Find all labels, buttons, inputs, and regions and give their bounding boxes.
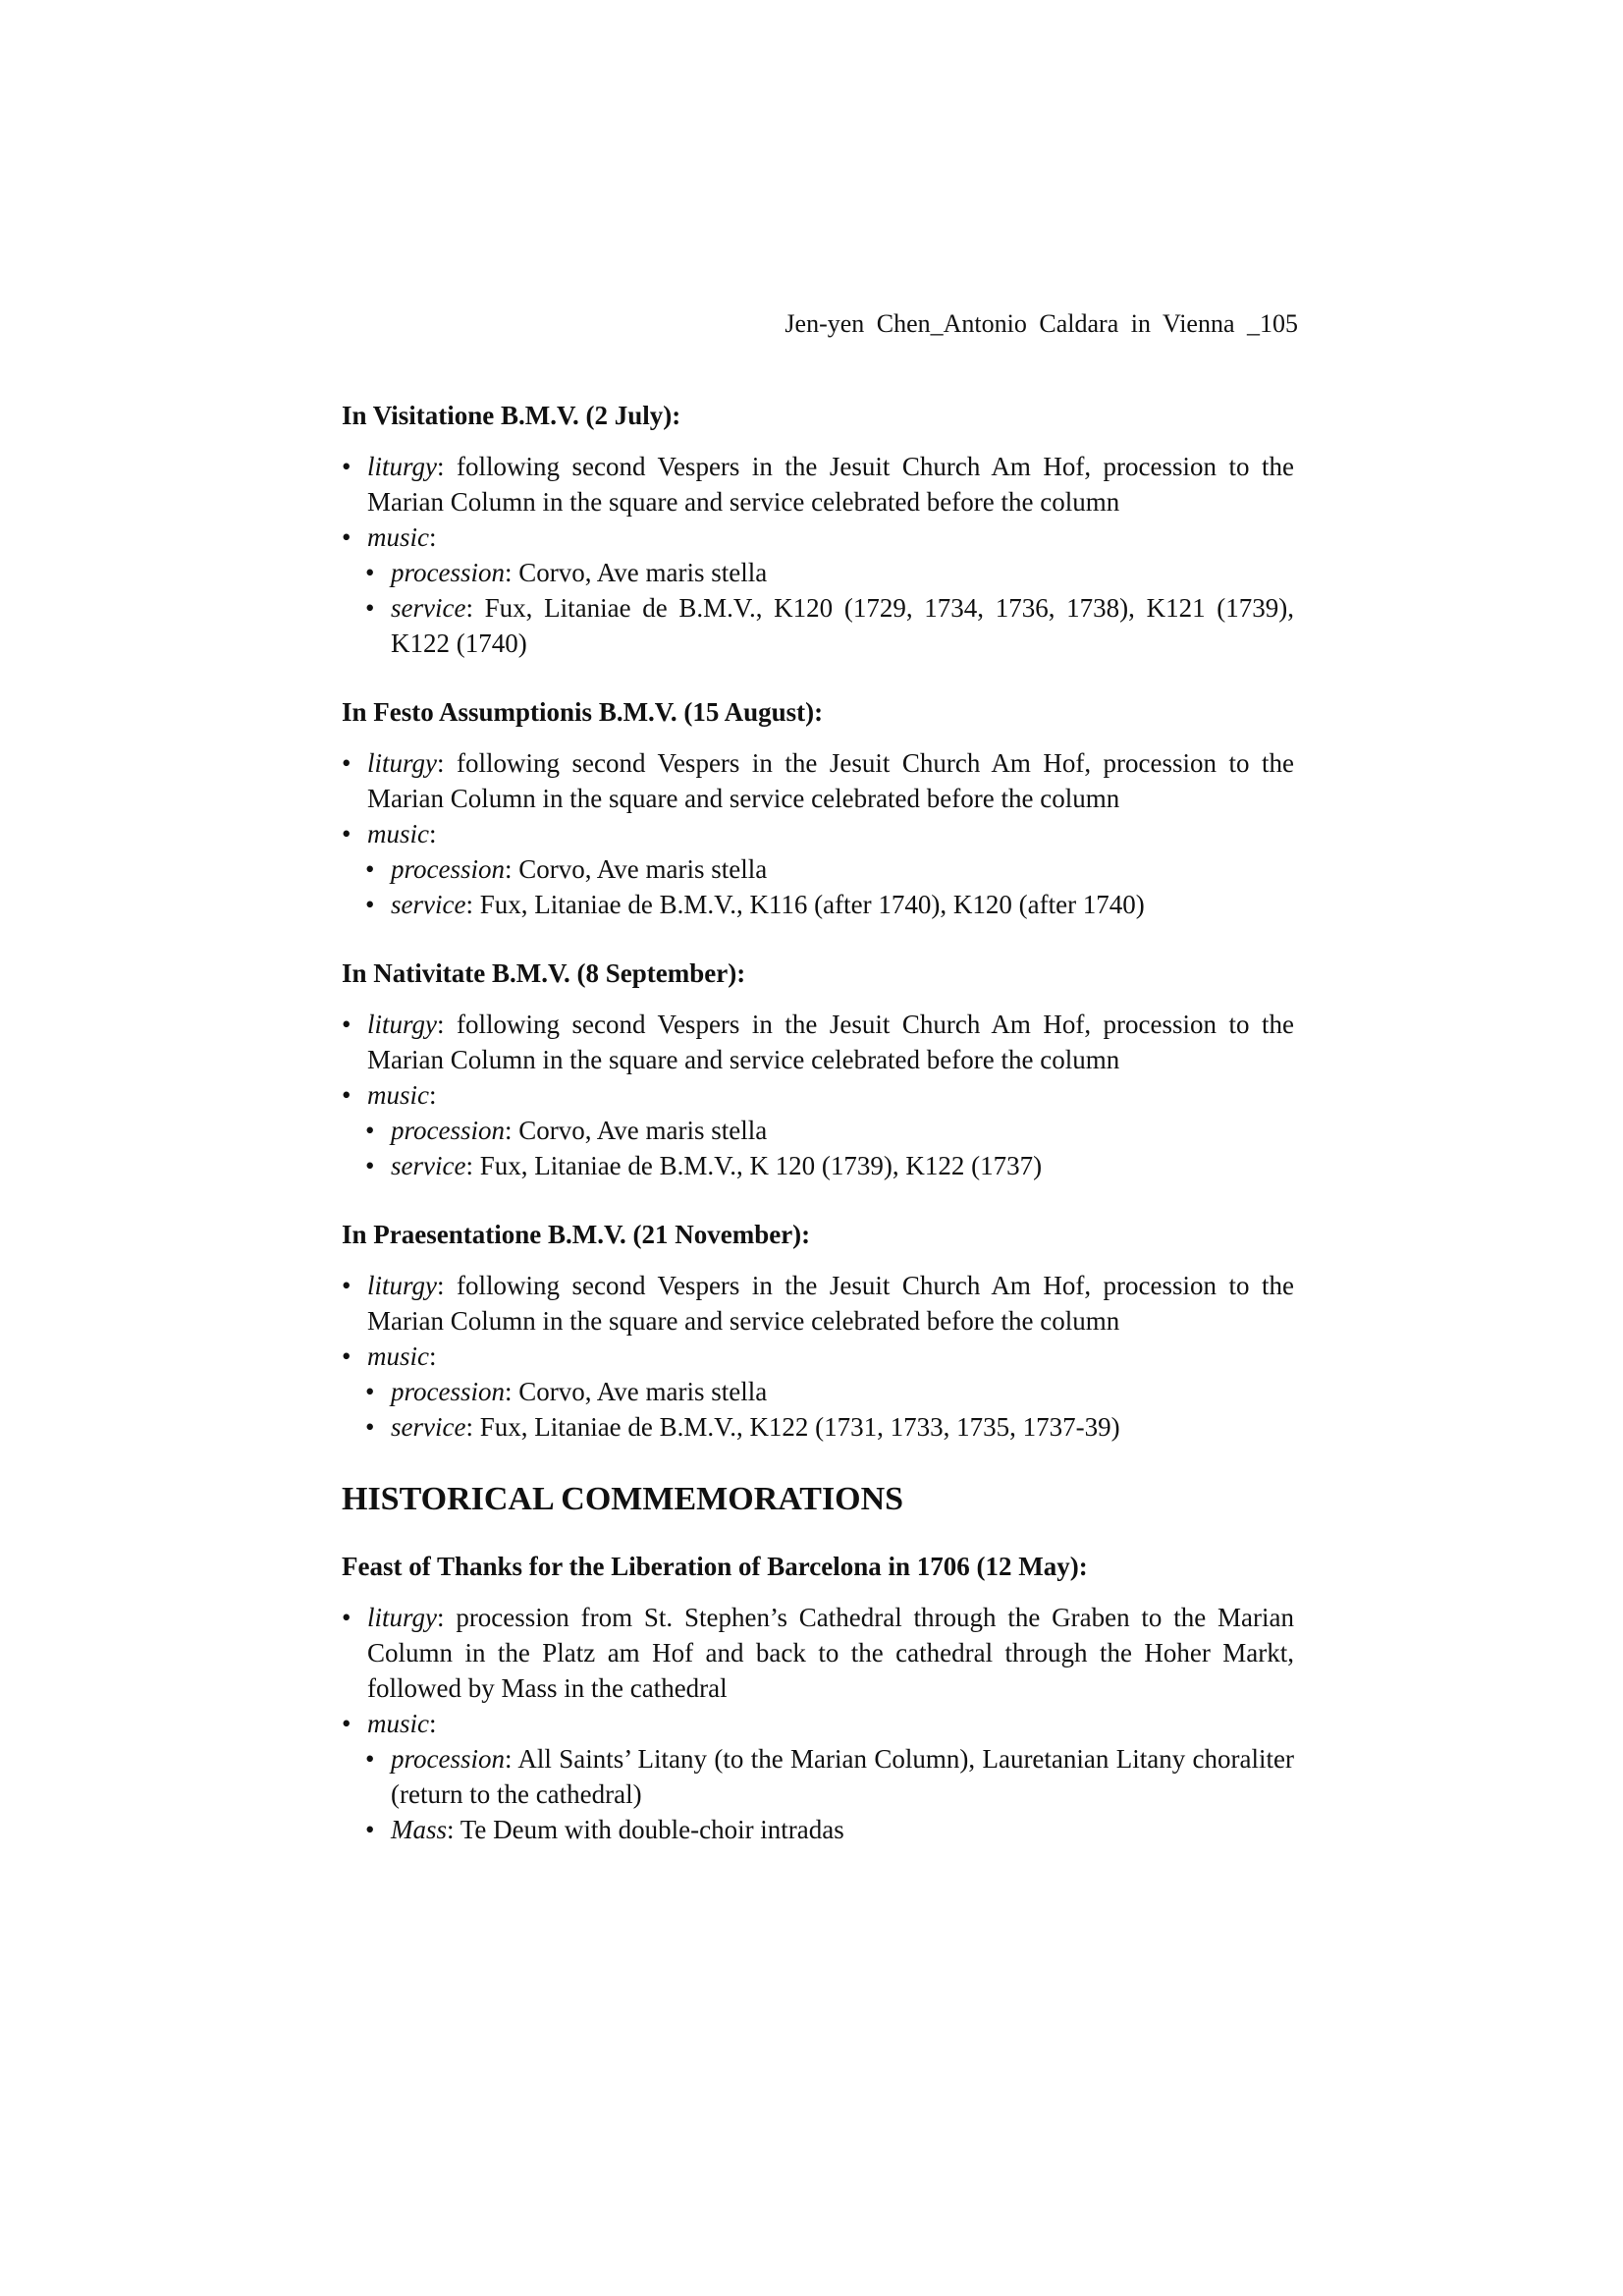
running-header: Jen-yen Chen_Antonio Caldara in Vienna _105	[784, 309, 1298, 338]
procession-label: procession	[391, 1377, 505, 1406]
feast-assumption	[342, 694, 1294, 922]
music-text: :	[429, 1709, 437, 1738]
feast-heading: In Festo Assumptionis B.M.V. (15 August):	[342, 697, 824, 727]
liturgy-text: : following second Vespers in the Jesuit Church Am Hof, procession to the Marian Column in the square and service celebrated before the column	[367, 748, 1294, 813]
feast-visitation	[342, 398, 1294, 661]
music-text: :	[429, 1341, 437, 1371]
service-label: service	[391, 890, 466, 919]
music-label: music	[367, 1341, 429, 1371]
bullet-icon: •	[365, 854, 375, 884]
bullet-icon: •	[365, 558, 375, 587]
bullet-icon: •	[342, 1010, 352, 1039]
music-item	[342, 1706, 1294, 1741]
bullet-icon: •	[365, 890, 375, 919]
feast-heading: In Praesentatione B.M.V. (21 November):	[342, 1220, 811, 1249]
procession-text: : All Saints’ Litany (to the Marian Column), Lauretanian Litany choraliter (return to the cathedral)	[391, 1744, 1294, 1809]
procession-label: procession	[391, 558, 505, 587]
bullet-icon: •	[342, 748, 352, 778]
procession-item	[342, 1374, 1294, 1409]
music-item	[342, 519, 1294, 555]
bullet-icon: •	[342, 1271, 352, 1300]
music-item	[342, 1339, 1294, 1374]
bullet-icon: •	[365, 1377, 375, 1406]
service-item	[342, 1148, 1294, 1183]
bullet-icon: •	[342, 522, 352, 552]
procession-text: : Corvo, Ave maris stella	[505, 558, 768, 587]
liturgy-label: liturgy	[367, 452, 437, 481]
music-text: :	[429, 819, 437, 848]
service-item	[342, 887, 1294, 922]
music-label: music	[367, 1080, 429, 1110]
liturgy-item	[342, 1268, 1294, 1339]
music-text: :	[429, 1080, 437, 1110]
service-text: : Fux, Litaniae de B.M.V., K116 (after 1740), K120 (after 1740)	[465, 890, 1145, 919]
bullet-icon: •	[365, 1151, 375, 1180]
liturgy-text: : procession from St. Stephen’s Cathedral through the Graben to the Marian Column in the Platz am Hof and back to the cathedral through the Hoher Markt, followed by Mass in the cathedral	[367, 1603, 1294, 1703]
liturgy-label: liturgy	[367, 748, 437, 778]
bullet-icon: •	[365, 1815, 375, 1844]
liturgy-item	[342, 449, 1294, 519]
service-label: service	[391, 1412, 466, 1442]
procession-item	[342, 851, 1294, 887]
service-text: : Fux, Litaniae de B.M.V., K122 (1731, 1733, 1735, 1737-39)	[465, 1412, 1120, 1442]
page-content	[342, 398, 1294, 1881]
liturgy-label: liturgy	[367, 1010, 437, 1039]
music-text: :	[429, 522, 437, 552]
feast-nativity	[342, 956, 1294, 1183]
feast-presentation	[342, 1217, 1294, 1445]
bullet-icon: •	[342, 819, 352, 848]
procession-item	[342, 1741, 1294, 1812]
service-label: service	[391, 1151, 466, 1180]
bullet-icon: •	[365, 593, 375, 623]
service-text: : Fux, Litaniae de B.M.V., K120 (1729, 1734, 1736, 1738), K121 (1739), K122 (1740)	[391, 593, 1294, 658]
service-text: : Fux, Litaniae de B.M.V., K 120 (1739), K122 (1737)	[465, 1151, 1043, 1180]
liturgy-text: : following second Vespers in the Jesuit Church Am Hof, procession to the Marian Column in the square and service celebrated before the column	[367, 1010, 1294, 1074]
music-label: music	[367, 1709, 429, 1738]
music-label: music	[367, 819, 429, 848]
procession-label: procession	[391, 1116, 505, 1145]
service-item	[342, 1409, 1294, 1445]
liturgy-item	[342, 745, 1294, 816]
procession-item	[342, 1113, 1294, 1148]
procession-item	[342, 555, 1294, 590]
procession-label: procession	[391, 1744, 505, 1774]
liturgy-text: : following second Vespers in the Jesuit Church Am Hof, procession to the Marian Column in the square and service celebrated before the column	[367, 452, 1294, 517]
service-label: service	[391, 593, 466, 623]
bullet-icon: •	[342, 1603, 352, 1632]
bullet-icon: •	[365, 1412, 375, 1442]
bullet-icon: •	[342, 1341, 352, 1371]
bullet-icon: •	[365, 1116, 375, 1145]
feast-barcelona	[342, 1549, 1294, 1847]
feast-heading: In Nativitate B.M.V. (8 September):	[342, 958, 746, 988]
bullet-icon: •	[342, 452, 352, 481]
procession-text: : Corvo, Ave maris stella	[505, 1377, 768, 1406]
bullet-icon: •	[342, 1709, 352, 1738]
music-item	[342, 816, 1294, 851]
feast-heading: Feast of Thanks for the Liberation of Barcelona in 1706 (12 May):	[342, 1552, 1088, 1581]
section-title: HISTORICAL COMMEMORATIONS	[342, 1481, 904, 1517]
liturgy-label: liturgy	[367, 1271, 437, 1300]
procession-label: procession	[391, 854, 505, 884]
mass-label: Mass	[391, 1815, 448, 1844]
procession-text: : Corvo, Ave maris stella	[505, 854, 768, 884]
bullet-icon: •	[342, 1080, 352, 1110]
feast-heading: In Visitatione B.M.V. (2 July):	[342, 401, 681, 430]
mass-text: : Te Deum with double-choir intradas	[447, 1815, 844, 1844]
service-item	[342, 590, 1294, 661]
liturgy-item	[342, 1007, 1294, 1077]
music-item	[342, 1077, 1294, 1113]
music-label: music	[367, 522, 429, 552]
liturgy-item	[342, 1600, 1294, 1706]
liturgy-label: liturgy	[367, 1603, 437, 1632]
mass-item	[342, 1812, 1294, 1847]
bullet-icon: •	[365, 1744, 375, 1774]
procession-text: : Corvo, Ave maris stella	[505, 1116, 768, 1145]
liturgy-text: : following second Vespers in the Jesuit Church Am Hof, procession to the Marian Column in the square and service celebrated before the column	[367, 1271, 1294, 1336]
